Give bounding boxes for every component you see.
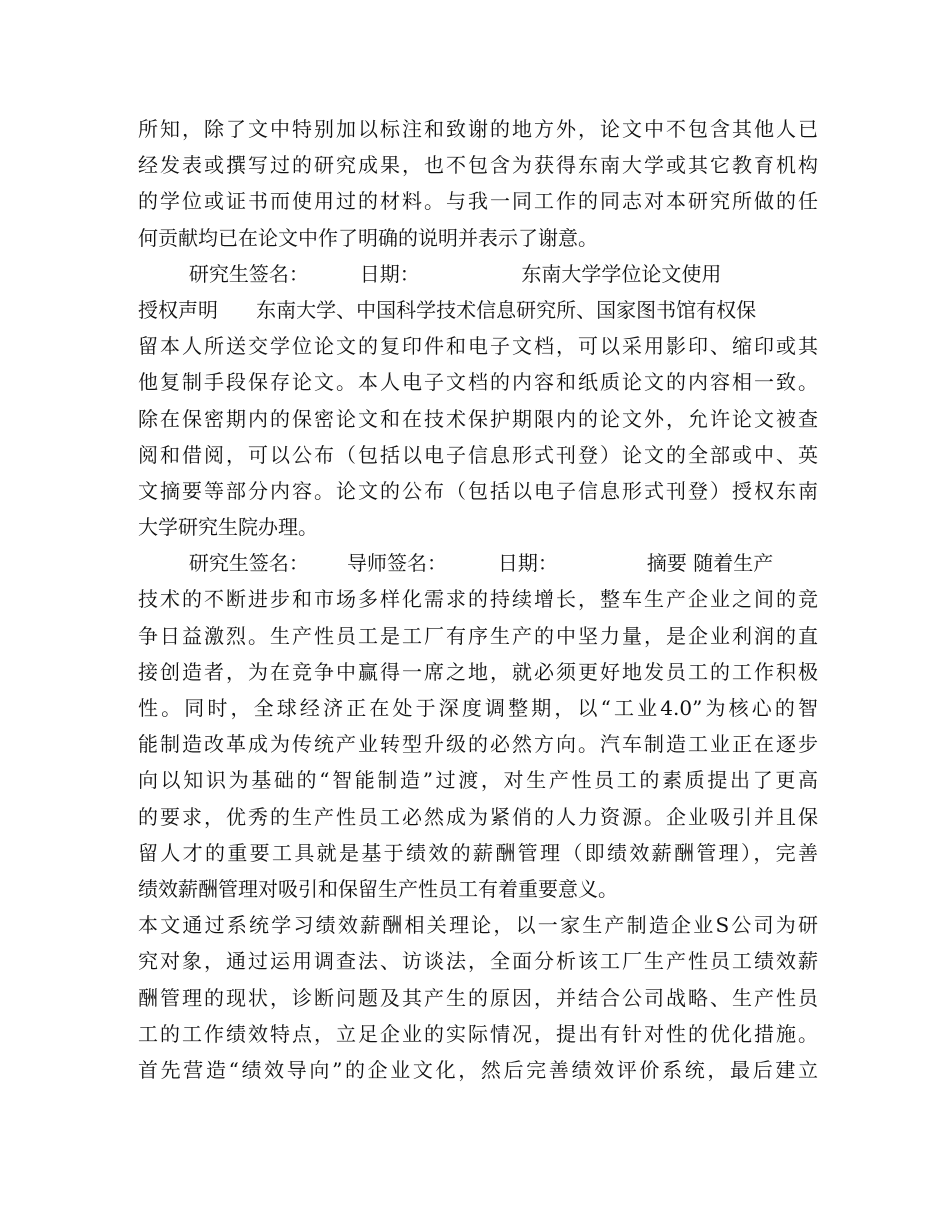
text-line: 何贡献均已在论文中作了明确的说明并表示了谢意。 [138,225,598,250]
text-line: 大学研究生院办理。 [138,515,318,540]
text-line: 工的工作绩效特点，立足企业的实际情况，提出有针对性的优化措施。 [138,1021,818,1046]
text-line: 接创造者，为在竞争中赢得一席之地，就必须更好地发员工的工作积极 [138,659,818,684]
text-line: 首先营造“绩效导向”的企业文化，然后完善绩效评价系统，最后建立 [138,1057,818,1082]
text-line: 向以知识为基础的“智能制造”过渡，对生产性员工的素质提出了更高 [138,768,818,793]
text-line: 文摘要等部分内容。论文的公布（包括以电子信息形式刊登）授权东南 [138,478,818,503]
text-line: 他复制手段保存论文。本人电子文档的内容和纸质论文的内容相一致。 [138,370,818,395]
signature-date-line: 研究生签名： 日期： 东南大学学位论文使用 [138,261,722,286]
text-line: 的要求，优秀的生产性员工必然成为紧俏的人力资源。企业吸引并且保 [138,804,818,829]
signature-date-line: 研究生签名： 导师签名： 日期： 摘要 随着生产 [138,551,774,576]
text-line: 所知，除了文中特别加以标注和致谢的地方外，论文中不包含其他人已 [138,117,818,141]
text-line: 阅和借阅，可以公布（包括以电子信息形式刊登）论文的全部或中、英 [138,442,818,467]
text-line: 除在保密期内的保密论文和在技术保护期限内的论文外，允许论文被查 [138,406,818,431]
text-line: 授权声明 东南大学、中国科学技术信息研究所、国家图书馆有权保 [138,297,757,322]
text-line: 技术的不断进步和市场多样化需求的持续增长，整车生产企业之间的竞 [138,587,818,612]
text-line: 留人才的重要工具就是基于绩效的薪酬管理（即绩效薪酬管理），完善 [138,840,818,865]
text-line: 绩效薪酬管理对吸引和保留生产性员工有着重要意义。 [138,876,618,901]
text-line: 性。同时，全球经济正在处于深度调整期，以“工业4.0”为核心的智 [138,696,818,720]
text-line: 酬管理的现状，诊断问题及其产生的原因，并结合公司战略、生产性员 [138,985,818,1010]
text-line: 本文通过系统学习绩效薪酬相关理论，以一家生产制造企业S公司为研 [138,913,818,938]
text-line: 争日益激烈。生产性员工是工厂有序生产的中坚力量，是企业利润的直 [138,623,818,648]
text-line: 留本人所送交学位论文的复印件和电子文档，可以采用影印、缩印或其 [138,334,818,359]
text-line: 究对象，通过运用调查法、访谈法，全面分析该工厂生产性员工绩效薪 [138,949,818,974]
text-line: 经发表或撰写过的研究成果，也不包含为获得东南大学或其它教育机构 [138,153,818,178]
text-line: 能制造改革成为传统产业转型升级的必然方向。汽车制造工业正在逐步 [138,732,818,757]
body-text [138,111,818,1088]
text-line: 的学位或证书而使用过的材料。与我一同工作的同志对本研究所做的任 [138,189,818,214]
